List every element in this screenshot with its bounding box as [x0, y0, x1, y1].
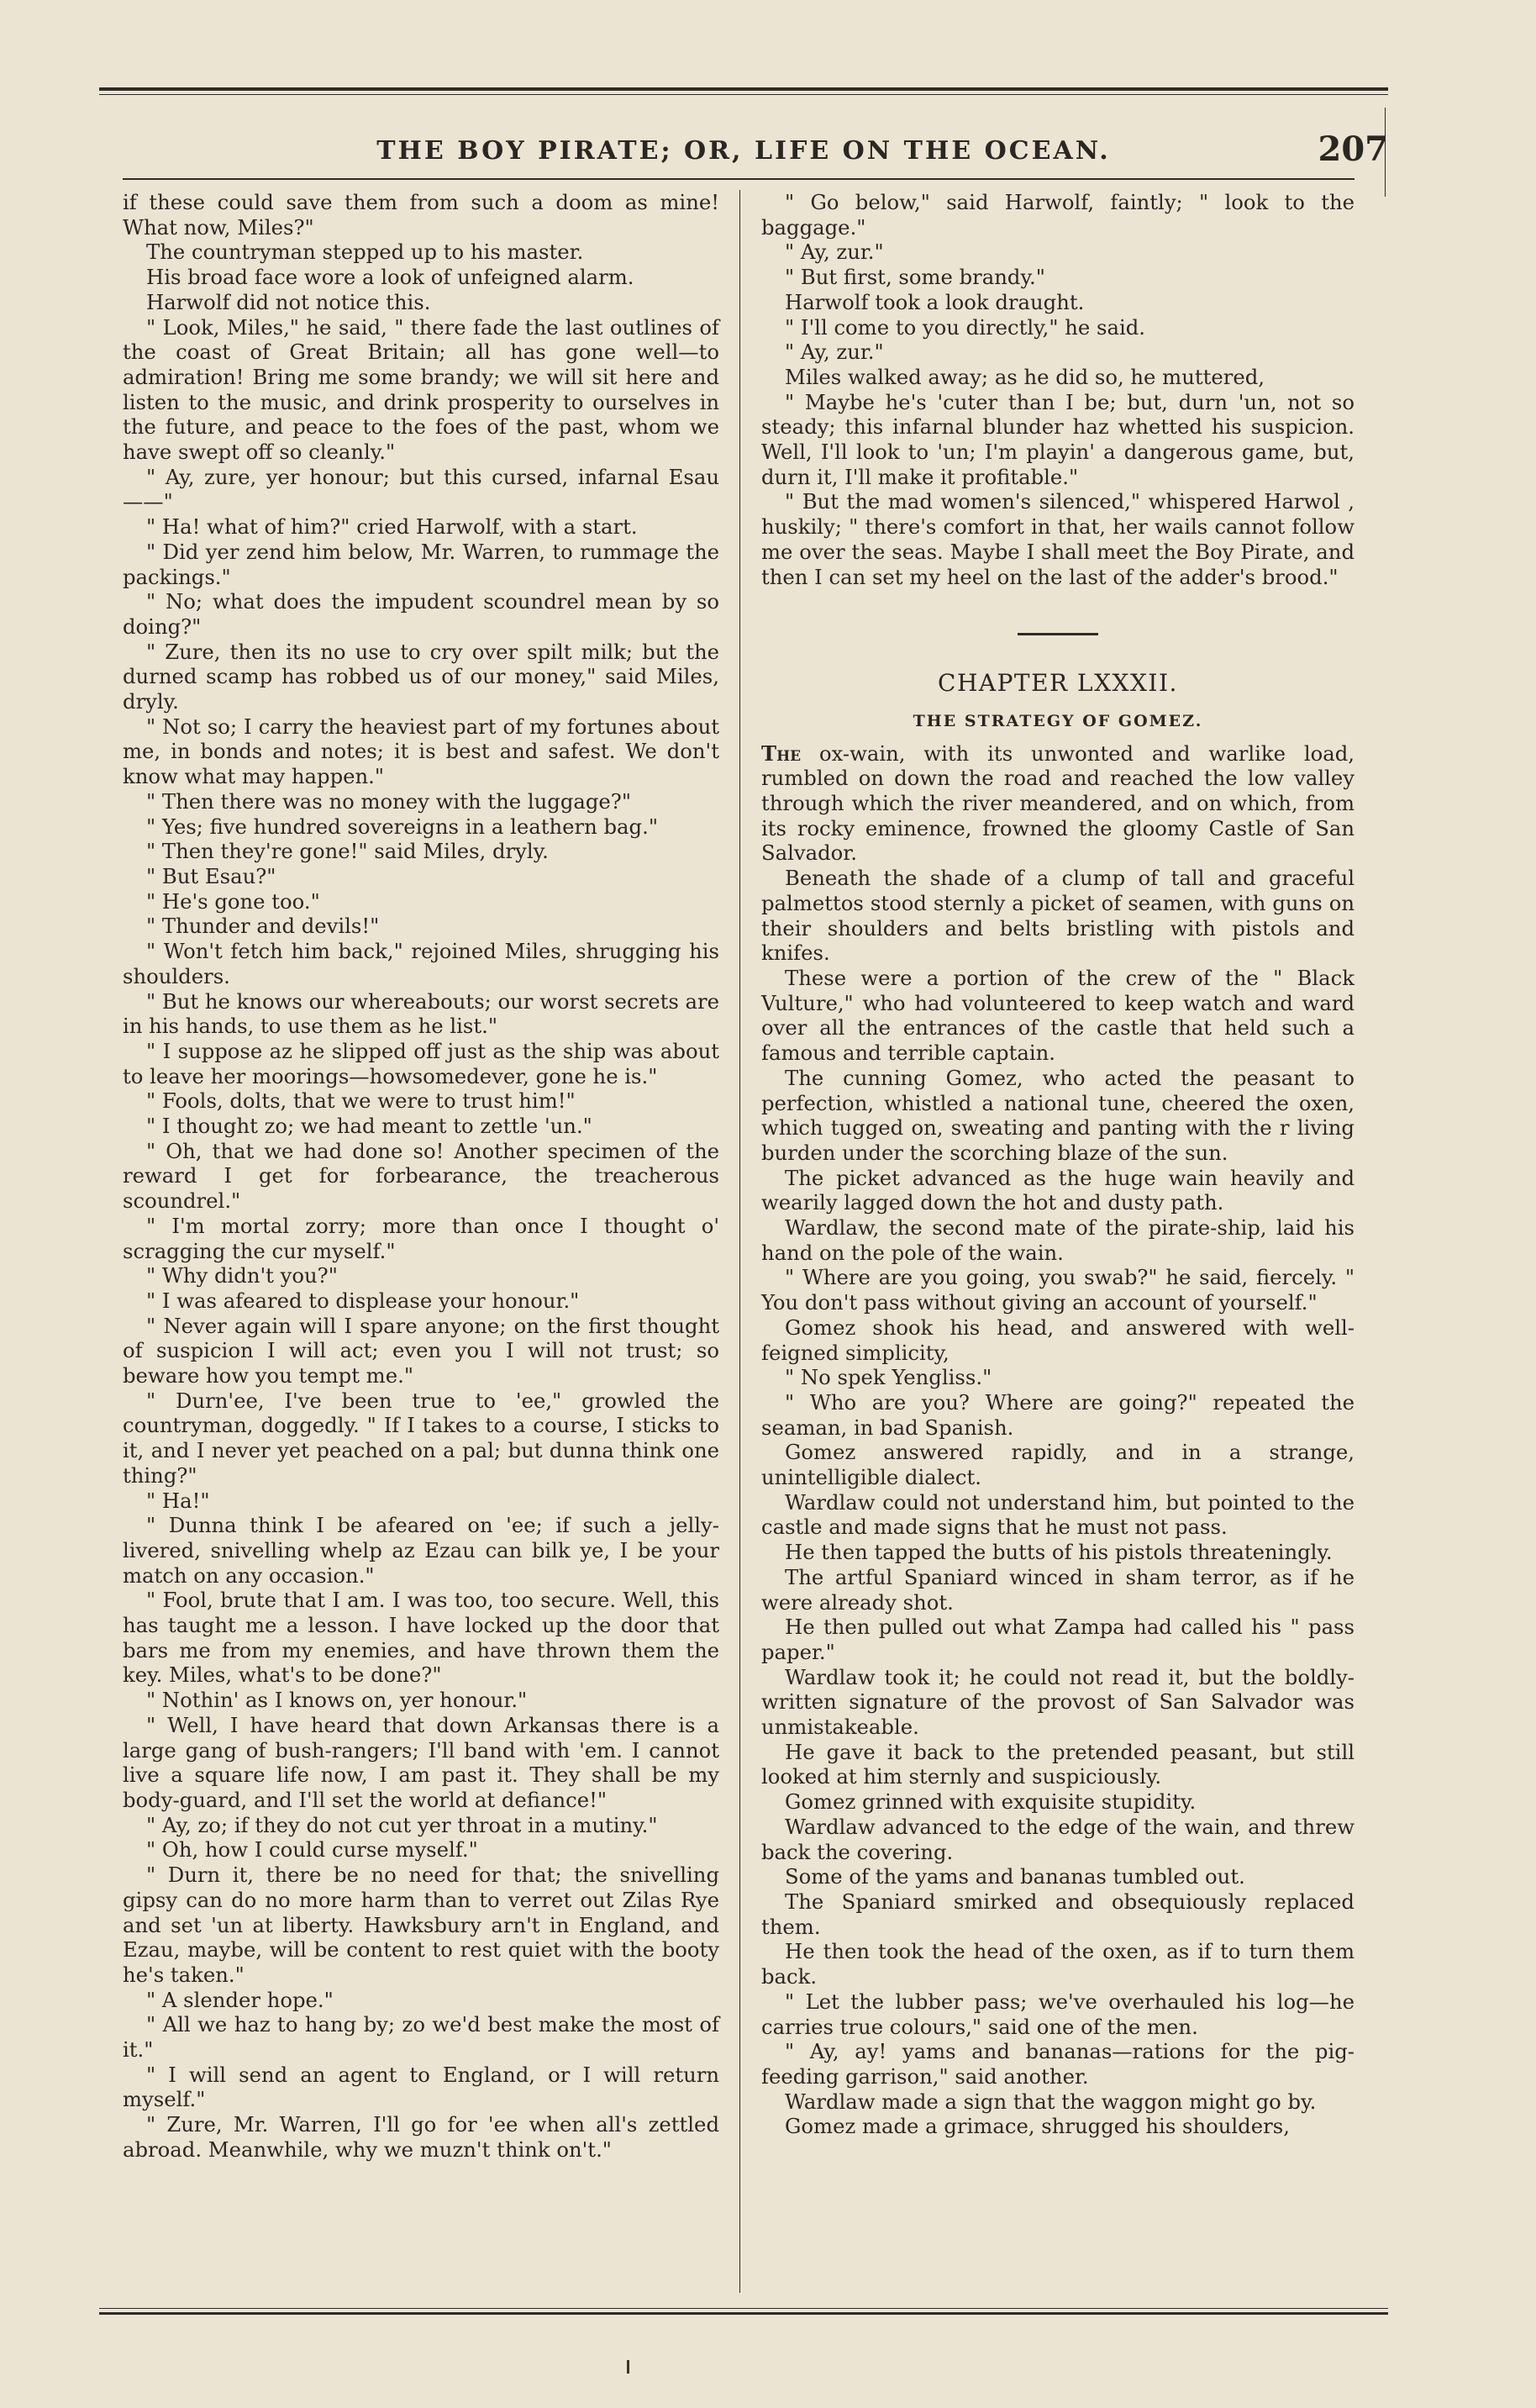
paragraph: Beneath the shade of a clump of tall and graceful palmettos stood sternly a picket of seamen, with guns on their shoulders and belts bristling with pistols and knifes.	[761, 866, 1355, 966]
paragraph: " All we haz to hang by; zo we'd best make the most of it."	[123, 2012, 719, 2063]
bottom-rule-thin	[99, 2308, 1388, 2309]
section-divider	[1018, 633, 1098, 635]
paragraph: Miles walked away; as he did so, he muttered,	[785, 364, 1265, 389]
paragraph: " But first, some brandy."	[785, 265, 1045, 290]
paragraph: He gave it back to the pretended peasant, but still looked at him sternly and suspiciously.	[761, 1739, 1355, 1789]
paragraph: Wardlaw, the second mate of the pirate-ship, laid his hand on the pole of the wain.	[761, 1215, 1355, 1265]
page-header	[99, 126, 1388, 177]
paragraph: " Then there was no money with the luggage?"	[146, 788, 631, 814]
paragraph: " Zure, Mr. Warren, I'll go for 'ee when all's zettled abroad. Meanwhile, why we muzn't think on't."	[123, 2112, 719, 2162]
paragraph: " Where are you going, you swab?" he said, fiercely. " You don't pass without giving an account of yourself."	[761, 1265, 1355, 1315]
paragraph: " Fools, dolts, that we were to trust him!"	[146, 1088, 576, 1114]
paragraph: " Who are you? Where are going?" repeated the seaman, in bad Spanish.	[761, 1389, 1355, 1440]
paragraph: The cunning Gomez, who acted the peasant to perfection, whistled a national tune, cheered the oxen, which tugged on, sweating and panting with the r living burden under the scorching blaze of the sun.	[761, 1065, 1355, 1165]
paragraph: " Oh, how I could curse myself."	[146, 1837, 478, 1863]
paragraph: " No; what does the impudent scoundrel mean by so doing?"	[123, 589, 719, 639]
paragraph: The countryman stepped up to his master.	[146, 240, 584, 265]
top-rule-thin	[99, 94, 1388, 95]
paragraph: He then tapped the butts of his pistols threateningly.	[785, 1540, 1333, 1565]
paragraph: " Look, Miles," he said, " there fade the last outlines of the coast of Great Britain; all has gone well—to admiration! Bring me some brandy; we will sit here and listen to the music, and drink prosperity to ourselves in the future, and peace to the foes of the past, whom we have swept off so cleanly."	[123, 314, 719, 465]
paragraph: Wardlaw could not understand him, but pointed to the castle and made signs that he must not pass.	[761, 1489, 1355, 1540]
chapter-subtitle: THE STRATEGY OF GOMEZ.	[913, 711, 1203, 730]
header-rule	[123, 178, 1355, 180]
paragraph: " Fool, brute that I am. I was too, too secure. Well, this has taught me a lesson. I have locked up the door that bars me from my enemies, and have thrown them the key. Miles, what's to be done?"	[123, 1588, 719, 1688]
running-title: THE BOY PIRATE; OR, LIFE ON THE OCEAN.	[376, 136, 1111, 166]
opening-text: ox-wain, with its unwonted and warlike load, rumbled on down the road and reached the low valley through which the river meandered, and on which, from its rocky eminence, frowned the gloomy Castle of San Salvador.	[761, 740, 1355, 866]
paragraph: " Well, I have heard that down Arkansas there is a large gang of bush-rangers; I'll band with 'em. I cannot live a square life now, I am past it. They shall be my body-guard, and I'll set the world at defiance!"	[123, 1712, 719, 1812]
column-divider	[739, 190, 740, 2293]
chapter-opening-paragraph	[761, 741, 1355, 867]
paragraph: Harwolf took a look draught.	[785, 289, 1085, 314]
paragraph: Gomez grinned with exquisite stupidity.	[785, 1789, 1197, 1815]
paragraph: " Yes; five hundred sovereigns in a leathern bag."	[146, 814, 658, 839]
paragraph: " Maybe he's 'cuter than I be; but, durn 'un, not so steady; this infarnal blunder haz whetted his suspicion. Well, I'll look to 'un; I'm playin' a dangerous game, but, durn it, I'll make it profitable."	[761, 389, 1355, 489]
paragraph: Wardlaw made a sign that the waggon might go by.	[785, 2089, 1317, 2114]
bottom-rule-thick	[99, 2312, 1388, 2315]
paragraph: " Dunna think I be afeared on 'ee; if such a jelly-livered, snivelling whelp az Ezau can bilk ye, I be your match on any occasion."	[123, 1513, 719, 1588]
paragraph: " I'll come to you directly," he said.	[785, 314, 1145, 340]
paragraph: " Did yer zend him below, Mr. Warren, to rummage the packings."	[123, 539, 719, 589]
paragraph: " But the mad women's silenced," whispered Harwol , huskily; " there's comfort in that, her wails cannot follow me over the seas. Maybe I shall meet the Boy Pirate, and then I can set my heel on the last of the adder's brood."	[761, 489, 1355, 589]
paragraph: " But Esau?"	[146, 863, 276, 888]
paragraph: Wardlaw advanced to the edge of the wain, and threw back the covering.	[761, 1814, 1355, 1864]
paragraph: " I thought zo; we had meant to zettle 'un."	[146, 1114, 592, 1139]
paragraph: " Ay, zur."	[785, 340, 884, 365]
paragraph: " I'm mortal zorry; more than once I thought o' scragging the cur myself."	[123, 1213, 719, 1263]
paragraph: " Not so; I carry the heaviest part of my fortunes about me, in bonds and notes; it is best and safest. We don't know what may happen."	[123, 714, 719, 789]
dropcap-word: The	[761, 740, 802, 766]
paragraph: " Ay, zur."	[785, 240, 884, 265]
paragraph: He then took the head of the oxen, as if to turn them back.	[761, 1939, 1355, 1989]
paragraph: Harwolf did not notice this.	[146, 289, 431, 314]
paragraph: The picket advanced as the huge wain heavily and wearily lagged down the hot and dusty path.	[761, 1165, 1355, 1215]
paragraph: " Ay, ay! yams and bananas—rations for the pig-feeding garrison," said another.	[761, 2039, 1355, 2089]
paragraph: His broad face wore a look of unfeigned alarm.	[146, 265, 634, 290]
paragraph: " I will send an agent to England, or I will return myself."	[123, 2062, 719, 2112]
paragraph: The artful Spaniard winced in sham terror, as if he were already shot.	[761, 1564, 1355, 1615]
paragraph: " Zure, then its no use to cry over spilt milk; but the durned scamp has robbed us of our money," said Miles, dryly.	[123, 639, 719, 714]
paragraph: " Why didn't you?"	[146, 1263, 338, 1288]
footer-mark	[627, 2360, 629, 2374]
paragraph: The Spaniard smirked and obsequiously replaced them.	[761, 1889, 1355, 1939]
paragraph: He then pulled out what Zampa had called his " pass paper."	[761, 1615, 1355, 1664]
right-column	[761, 190, 1355, 2139]
paragraph: Some of the yams and bananas tumbled out.	[785, 1864, 1245, 1889]
paragraph: " Go below," said Harwolf, faintly; " look to the baggage."	[761, 190, 1355, 240]
top-rule-thick	[99, 87, 1388, 91]
paragraph: Gomez answered rapidly, and in a strange, unintelligible dialect.	[761, 1440, 1355, 1490]
left-column	[123, 190, 719, 2163]
paragraph: " But he knows our whereabouts; our worst secrets are in his hands, to use them as he list."	[123, 988, 720, 1039]
paragraph: Gomez made a grimace, shrugged his shoulders,	[785, 2114, 1290, 2139]
paragraph: Gomez shook his head, and answered with well-feigned simplicity,	[761, 1315, 1355, 1365]
paragraph: " Durn'ee, I've been true to 'ee," growled the countryman, doggedly. " If I takes to a course, I sticks to it, and I never yet peached on a pal; but dunna think one thing?"	[123, 1388, 719, 1488]
paragraph: " Nothin' as I knows on, yer honour."	[146, 1688, 528, 1713]
chapter-title: CHAPTER LXXXII.	[938, 669, 1178, 698]
paragraph: " Ay, zure, yer honour; but this cursed, infarnal Esau ——"	[123, 464, 719, 514]
paragraph: " Ha!"	[146, 1488, 210, 1513]
paragraph: " I suppose az he slipped off just as the ship was about to leave her moorings—howsomedever, gone he is."	[123, 1038, 719, 1088]
paragraph: " Durn it, there be no need for that; the snivelling gipsy can do no more harm than to verret out Zilas Rye and set 'un at liberty. Hawksbury arn't in England, and Ezau, maybe, will be content to rest quiet with the booty he's taken."	[123, 1863, 719, 1987]
paragraph: " He's gone too."	[146, 888, 320, 914]
paragraph: " Then they're gone!" said Miles, dryly.	[146, 839, 549, 864]
paragraph: Wardlaw took it; he could not read it, but the boldly-written signature of the provost of San Salvador was unmistakeable.	[761, 1664, 1355, 1740]
paragraph: " I was afeared to displease your honour."	[146, 1288, 580, 1313]
paragraph: " Ha! what of him?" cried Harwolf, with a start.	[146, 514, 638, 540]
paragraph: " A slender hope."	[146, 1987, 334, 2012]
paragraph: " Won't fetch him back," rejoined Miles, shrugging his shoulders.	[123, 939, 719, 988]
paragraph: " Ay, zo; if they do not cut yer throat in a mutiny."	[146, 1812, 658, 1837]
paragraph: " No spek Yengliss."	[785, 1365, 992, 1390]
paragraph: " Never again will I spare anyone; on the first thought of suspicion I will act; even you I will not trust; so beware how you tempt me."	[123, 1313, 719, 1388]
page-number: 207	[1318, 129, 1388, 169]
paragraph: " Thunder and devils!"	[146, 914, 380, 939]
paragraph: These were a portion of the crew of the " Black Vulture," who had volunteered to keep watch and ward over all the entrances of the castle that held such a famous and terrible captain.	[761, 965, 1355, 1066]
paragraph: " Let the lubber pass; we've overhauled his log—he carries true colours," said one of the men.	[761, 1989, 1355, 2039]
paragraph: if these could save them from such a doom as mine! What now, Miles?"	[123, 190, 719, 240]
paragraph: " Oh, that we had done so! Another specimen of the reward I get for forbearance, the treacherous scoundrel."	[123, 1138, 719, 1214]
